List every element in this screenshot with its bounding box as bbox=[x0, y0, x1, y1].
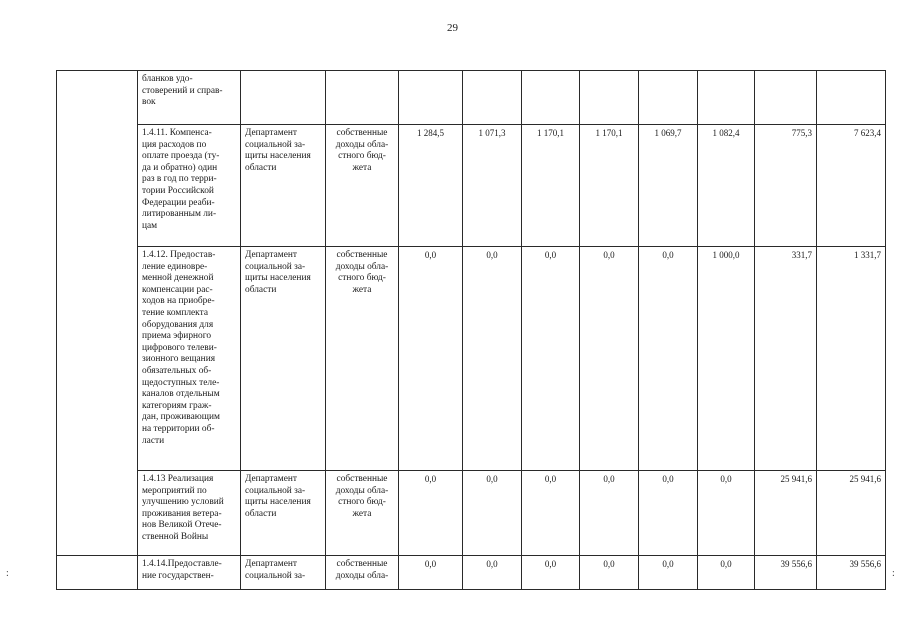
value-cell: 0,0 bbox=[399, 471, 463, 556]
value-cell: 0,0 bbox=[580, 471, 639, 556]
value-cell: 0,0 bbox=[580, 556, 639, 590]
value-cell: 0,0 bbox=[639, 247, 698, 471]
value-cell: 1 000,0 bbox=[698, 247, 755, 471]
value-cell: 0,0 bbox=[580, 247, 639, 471]
measure-name-cell: 1.4.12. Предостав- ление единовре- менной денежной компенсации рас- ходов на приобре- тение комплекта оборудования для приема эфирного цифрового телеви- зионного вещания обязательных об- щедоступных теле- каналов отдельным категориям граж- дан, проживающим на территории об- ласти bbox=[138, 247, 241, 471]
value-cell bbox=[463, 71, 522, 125]
value-cell: 1 082,4 bbox=[698, 125, 755, 247]
page-number: 29 bbox=[447, 22, 458, 34]
total-value-cell: 1 331,7 bbox=[817, 247, 886, 471]
funding-source-cell: собственные доходы обла- стного бюд- жета bbox=[326, 247, 399, 471]
value-cell: 1 071,3 bbox=[463, 125, 522, 247]
value-cell: 0,0 bbox=[698, 556, 755, 590]
department-cell bbox=[241, 71, 326, 125]
left-margin-mark: : bbox=[6, 568, 9, 579]
value-cell: 0,0 bbox=[463, 556, 522, 590]
value-cell bbox=[399, 71, 463, 125]
total-value-cell: 7 623,4 bbox=[817, 125, 886, 247]
right-margin-mark: : bbox=[892, 568, 895, 579]
department-cell: Департамент социальной за- щиты населения области bbox=[241, 125, 326, 247]
measure-name-cell: бланков удо- стоверений и справ- вок bbox=[138, 71, 241, 125]
value-cell: 39 556,6 bbox=[755, 556, 817, 590]
table-row bbox=[57, 556, 886, 590]
table-row bbox=[57, 71, 886, 125]
value-cell bbox=[580, 71, 639, 125]
department-cell: Департамент социальной за- bbox=[241, 556, 326, 590]
value-cell bbox=[698, 71, 755, 125]
measure-name-cell: 1.4.14.Предоставле- ние государствен- bbox=[138, 556, 241, 590]
value-cell: 775,3 bbox=[755, 125, 817, 247]
value-cell: 0,0 bbox=[399, 556, 463, 590]
value-cell: 25 941,6 bbox=[755, 471, 817, 556]
value-cell: 1 284,5 bbox=[399, 125, 463, 247]
value-cell: 0,0 bbox=[399, 247, 463, 471]
measure-name-cell: 1.4.11. Компенса- ция расходов по оплате проезда (ту- да и обратно) один раз в год по терри- тории Российской Федерации реаби- литированным ли- цам bbox=[138, 125, 241, 247]
value-cell: 0,0 bbox=[522, 471, 580, 556]
value-cell: 1 170,1 bbox=[522, 125, 580, 247]
total-value-cell: 25 941,6 bbox=[817, 471, 886, 556]
funding-source-cell bbox=[326, 71, 399, 125]
funding-source-cell: собственные доходы обла- bbox=[326, 556, 399, 590]
table-row bbox=[57, 125, 886, 247]
value-cell: 0,0 bbox=[463, 471, 522, 556]
total-value-cell bbox=[817, 71, 886, 125]
empty-left-cell bbox=[57, 71, 138, 556]
value-cell bbox=[522, 71, 580, 125]
value-cell bbox=[755, 71, 817, 125]
value-cell: 1 170,1 bbox=[580, 125, 639, 247]
total-value-cell: 39 556,6 bbox=[817, 556, 886, 590]
value-cell: 0,0 bbox=[522, 556, 580, 590]
funding-source-cell: собственные доходы обла- стного бюд- жета bbox=[326, 125, 399, 247]
budget-table bbox=[56, 70, 886, 590]
value-cell: 0,0 bbox=[639, 471, 698, 556]
value-cell: 0,0 bbox=[463, 247, 522, 471]
funding-source-cell: собственные доходы обла- стного бюд- жета bbox=[326, 471, 399, 556]
table-row bbox=[57, 471, 886, 556]
measure-name-cell: 1.4.13 Реализация мероприятий по улучшению условий проживания ветера- нов Великой Отече- ственной Войны bbox=[138, 471, 241, 556]
value-cell: 1 069,7 bbox=[639, 125, 698, 247]
empty-left-cell bbox=[57, 556, 138, 590]
value-cell: 0,0 bbox=[522, 247, 580, 471]
table-row bbox=[57, 247, 886, 471]
value-cell: 0,0 bbox=[698, 471, 755, 556]
department-cell: Департамент социальной за- щиты населения области bbox=[241, 247, 326, 471]
department-cell: Департамент социальной за- щиты населения области bbox=[241, 471, 326, 556]
value-cell bbox=[639, 71, 698, 125]
value-cell: 331,7 bbox=[755, 247, 817, 471]
value-cell: 0,0 bbox=[639, 556, 698, 590]
